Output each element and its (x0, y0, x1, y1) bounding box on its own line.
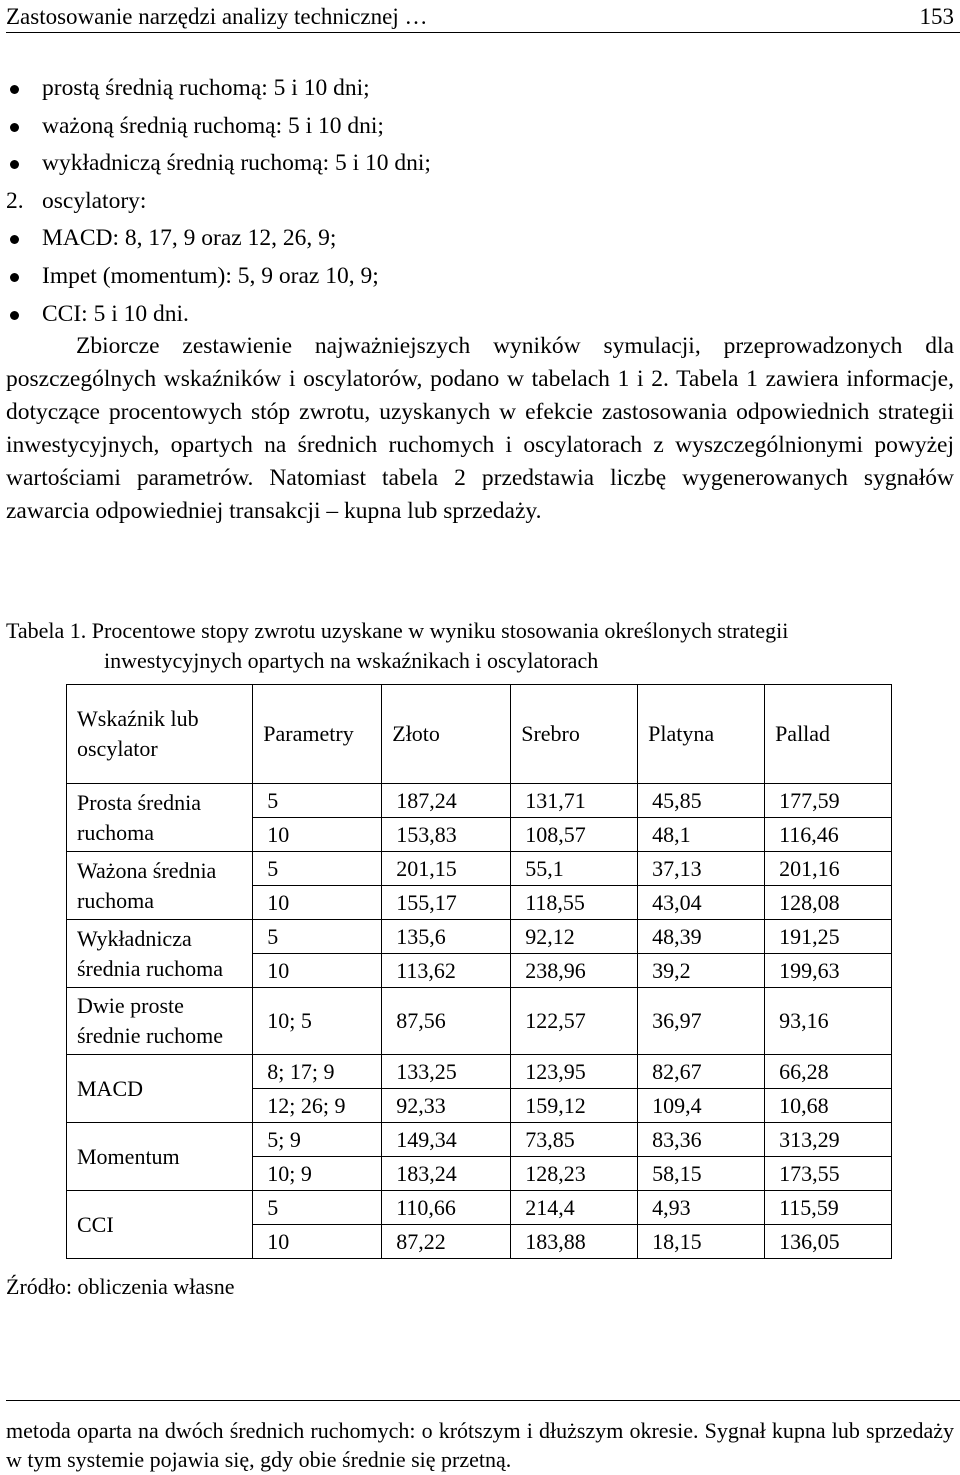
indicator-label: Prosta średnia ruchoma (67, 784, 253, 852)
bullet-item (6, 258, 956, 296)
running-title: Zastosowanie narzędzi analizy technicznej … (6, 4, 428, 29)
cell-silver: 159,12 (511, 1089, 638, 1123)
cell-platinum: 45,85 (638, 784, 765, 818)
cell-parameters: 10; 9 (253, 1157, 382, 1191)
cell-gold: 183,24 (382, 1157, 511, 1191)
bullet-dot-icon (10, 123, 19, 132)
table-caption-line-1: Tabela 1. Procentowe stopy zwrotu uzyskane w wyniku stosowania określonych strategii (6, 618, 789, 643)
page-number: 153 (919, 4, 954, 29)
table-row (67, 1191, 892, 1225)
indicator-label: Momentum (67, 1123, 253, 1191)
header-cell-platinum: Platyna (638, 685, 765, 784)
bullet-list (6, 70, 956, 333)
cell-silver: 123,95 (511, 1055, 638, 1089)
cell-gold: 110,66 (382, 1191, 511, 1225)
bullet-dot-icon (10, 85, 19, 94)
cell-palladium: 10,68 (765, 1089, 892, 1123)
cell-silver: 73,85 (511, 1123, 638, 1157)
cell-gold: 153,83 (382, 818, 511, 852)
header-cell-silver: Srebro (511, 685, 638, 784)
bullet-text: wykładniczą średnią ruchomą: 5 i 10 dni; (42, 150, 431, 177)
cell-gold: 149,34 (382, 1123, 511, 1157)
cell-palladium: 66,28 (765, 1055, 892, 1089)
cell-silver: 118,55 (511, 886, 638, 920)
cell-parameters: 8; 17; 9 (253, 1055, 382, 1089)
cell-silver: 183,88 (511, 1225, 638, 1259)
cell-silver: 55,1 (511, 852, 638, 886)
bullet-text: prostą średnią ruchomą: 5 i 10 dni; (42, 75, 370, 101)
footnote-text: metoda oparta na dwóch średnich ruchomych: o krótszym i dłuższym okresie. Sygnał kupna lub sprzedaży w tym systemie pojawia się, gdy obie średnie się przetną. (6, 1418, 954, 1472)
cell-platinum: 48,1 (638, 818, 765, 852)
table-row (67, 784, 892, 818)
bullet-item (6, 183, 956, 221)
cell-palladium: 128,08 (765, 886, 892, 920)
cell-palladium: 173,55 (765, 1157, 892, 1191)
page-header (6, 4, 954, 30)
cell-platinum: 43,04 (638, 886, 765, 920)
cell-palladium: 116,46 (765, 818, 892, 852)
table-caption (6, 616, 946, 676)
bullet-text: ważoną średnią ruchomą: 5 i 10 dni; (42, 112, 384, 139)
table-row (67, 852, 892, 886)
indicator-label: CCI (67, 1191, 253, 1259)
cell-gold: 201,15 (382, 852, 511, 886)
cell-platinum: 37,13 (638, 852, 765, 886)
cell-parameters: 5 (253, 852, 382, 886)
cell-platinum: 48,39 (638, 920, 765, 954)
cell-palladium: 115,59 (765, 1191, 892, 1225)
cell-palladium: 313,29 (765, 1123, 892, 1157)
cell-gold: 87,22 (382, 1225, 511, 1259)
cell-platinum: 39,2 (638, 954, 765, 988)
cell-platinum: 82,67 (638, 1055, 765, 1089)
cell-silver: 122,57 (511, 988, 638, 1055)
list-number: 2. (6, 187, 24, 214)
cell-platinum: 109,4 (638, 1089, 765, 1123)
cell-silver: 214,4 (511, 1191, 638, 1225)
cell-silver: 131,71 (511, 784, 638, 818)
cell-palladium: 201,16 (765, 852, 892, 886)
cell-palladium: 136,05 (765, 1225, 892, 1259)
returns-table (66, 684, 892, 1259)
footnote-divider (6, 1400, 960, 1401)
table-row (67, 988, 892, 1055)
bullet-text: MACD: 8, 17, 9 oraz 12, 26, 9; (42, 225, 337, 252)
cell-platinum: 83,36 (638, 1123, 765, 1157)
bullet-item (6, 296, 956, 334)
cell-parameters: 5 (253, 920, 382, 954)
cell-platinum: 4,93 (638, 1191, 765, 1225)
cell-gold: 187,24 (382, 784, 511, 818)
header-cell-parameters: Parametry (253, 685, 382, 784)
bullet-dot-icon (10, 311, 19, 320)
bullet-item (6, 220, 956, 258)
header-cell-palladium: Pallad (765, 685, 892, 784)
cell-parameters: 10 (253, 886, 382, 920)
table-caption-line-2: inwestycyjnych opartych na wskaźnikach i oscylatorach (104, 648, 599, 673)
table-row (67, 1055, 892, 1089)
cell-parameters: 10 (253, 818, 382, 852)
cell-platinum: 18,15 (638, 1225, 765, 1259)
table-header-row (67, 685, 892, 784)
cell-parameters: 12; 26; 9 (253, 1089, 382, 1123)
cell-parameters: 10 (253, 954, 382, 988)
cell-gold: 92,33 (382, 1089, 511, 1123)
bullet-dot-icon (10, 160, 19, 169)
cell-palladium: 93,16 (765, 988, 892, 1055)
cell-parameters: 5; 9 (253, 1123, 382, 1157)
bullet-item (6, 70, 956, 108)
cell-palladium: 191,25 (765, 920, 892, 954)
cell-platinum: 58,15 (638, 1157, 765, 1191)
cell-gold: 133,25 (382, 1055, 511, 1089)
body-paragraph: Zbiorcze zestawienie najważniejszych wyników symulacji, przeprowadzonych dla poszczególnych wskaźników i oscylatorów, podano w tabelach 1 i 2. Tabela 1 zawiera informacje, dotyczące procentowych stóp zwrotu, uzyskanych w efekcie zastosowania odpowiednich strategii inwestycyjnych, opartych na średnich ruchomych i oscylatorach z wyszczególnionymi powyżej wartościami parametrów. Natomiast tabela 2 przedstawia liczbę wygenerowanych sygnałów zawarcia odpowiedniej transakcji – kupna lub sprzedaży. (6, 333, 954, 524)
cell-gold: 87,56 (382, 988, 511, 1055)
cell-parameters: 5 (253, 784, 382, 818)
table-row (67, 1123, 892, 1157)
cell-silver: 128,23 (511, 1157, 638, 1191)
bullet-item (6, 145, 956, 183)
table-row (67, 920, 892, 954)
indicator-label: Ważona średnia ruchoma (67, 852, 253, 920)
bullet-dot-icon (10, 273, 19, 282)
indicator-label: Wykładnicza średnia ruchoma (67, 920, 253, 988)
cell-parameters: 10; 5 (253, 988, 382, 1055)
table-source: Źródło: obliczenia własne (6, 1274, 235, 1299)
cell-palladium: 199,63 (765, 954, 892, 988)
indicator-label: MACD (67, 1055, 253, 1123)
cell-parameters: 5 (253, 1191, 382, 1225)
header-cell-gold: Złoto (382, 685, 511, 784)
bullet-item (6, 108, 956, 146)
cell-gold: 113,62 (382, 954, 511, 988)
bullet-text: oscylatory: (42, 187, 147, 214)
indicator-label: Dwie proste średnie ruchome (67, 988, 253, 1055)
cell-silver: 238,96 (511, 954, 638, 988)
bullet-text: CCI: 5 i 10 dni. (42, 300, 189, 327)
cell-platinum: 36,97 (638, 988, 765, 1055)
cell-gold: 135,6 (382, 920, 511, 954)
header-divider (6, 32, 960, 33)
bullet-dot-icon (10, 235, 19, 244)
cell-parameters: 10 (253, 1225, 382, 1259)
header-cell-indicator: Wskaźnik lub oscylator (67, 685, 253, 784)
cell-silver: 92,12 (511, 920, 638, 954)
cell-gold: 155,17 (382, 886, 511, 920)
cell-silver: 108,57 (511, 818, 638, 852)
cell-palladium: 177,59 (765, 784, 892, 818)
bullet-text: Impet (momentum): 5, 9 oraz 10, 9; (42, 262, 379, 289)
